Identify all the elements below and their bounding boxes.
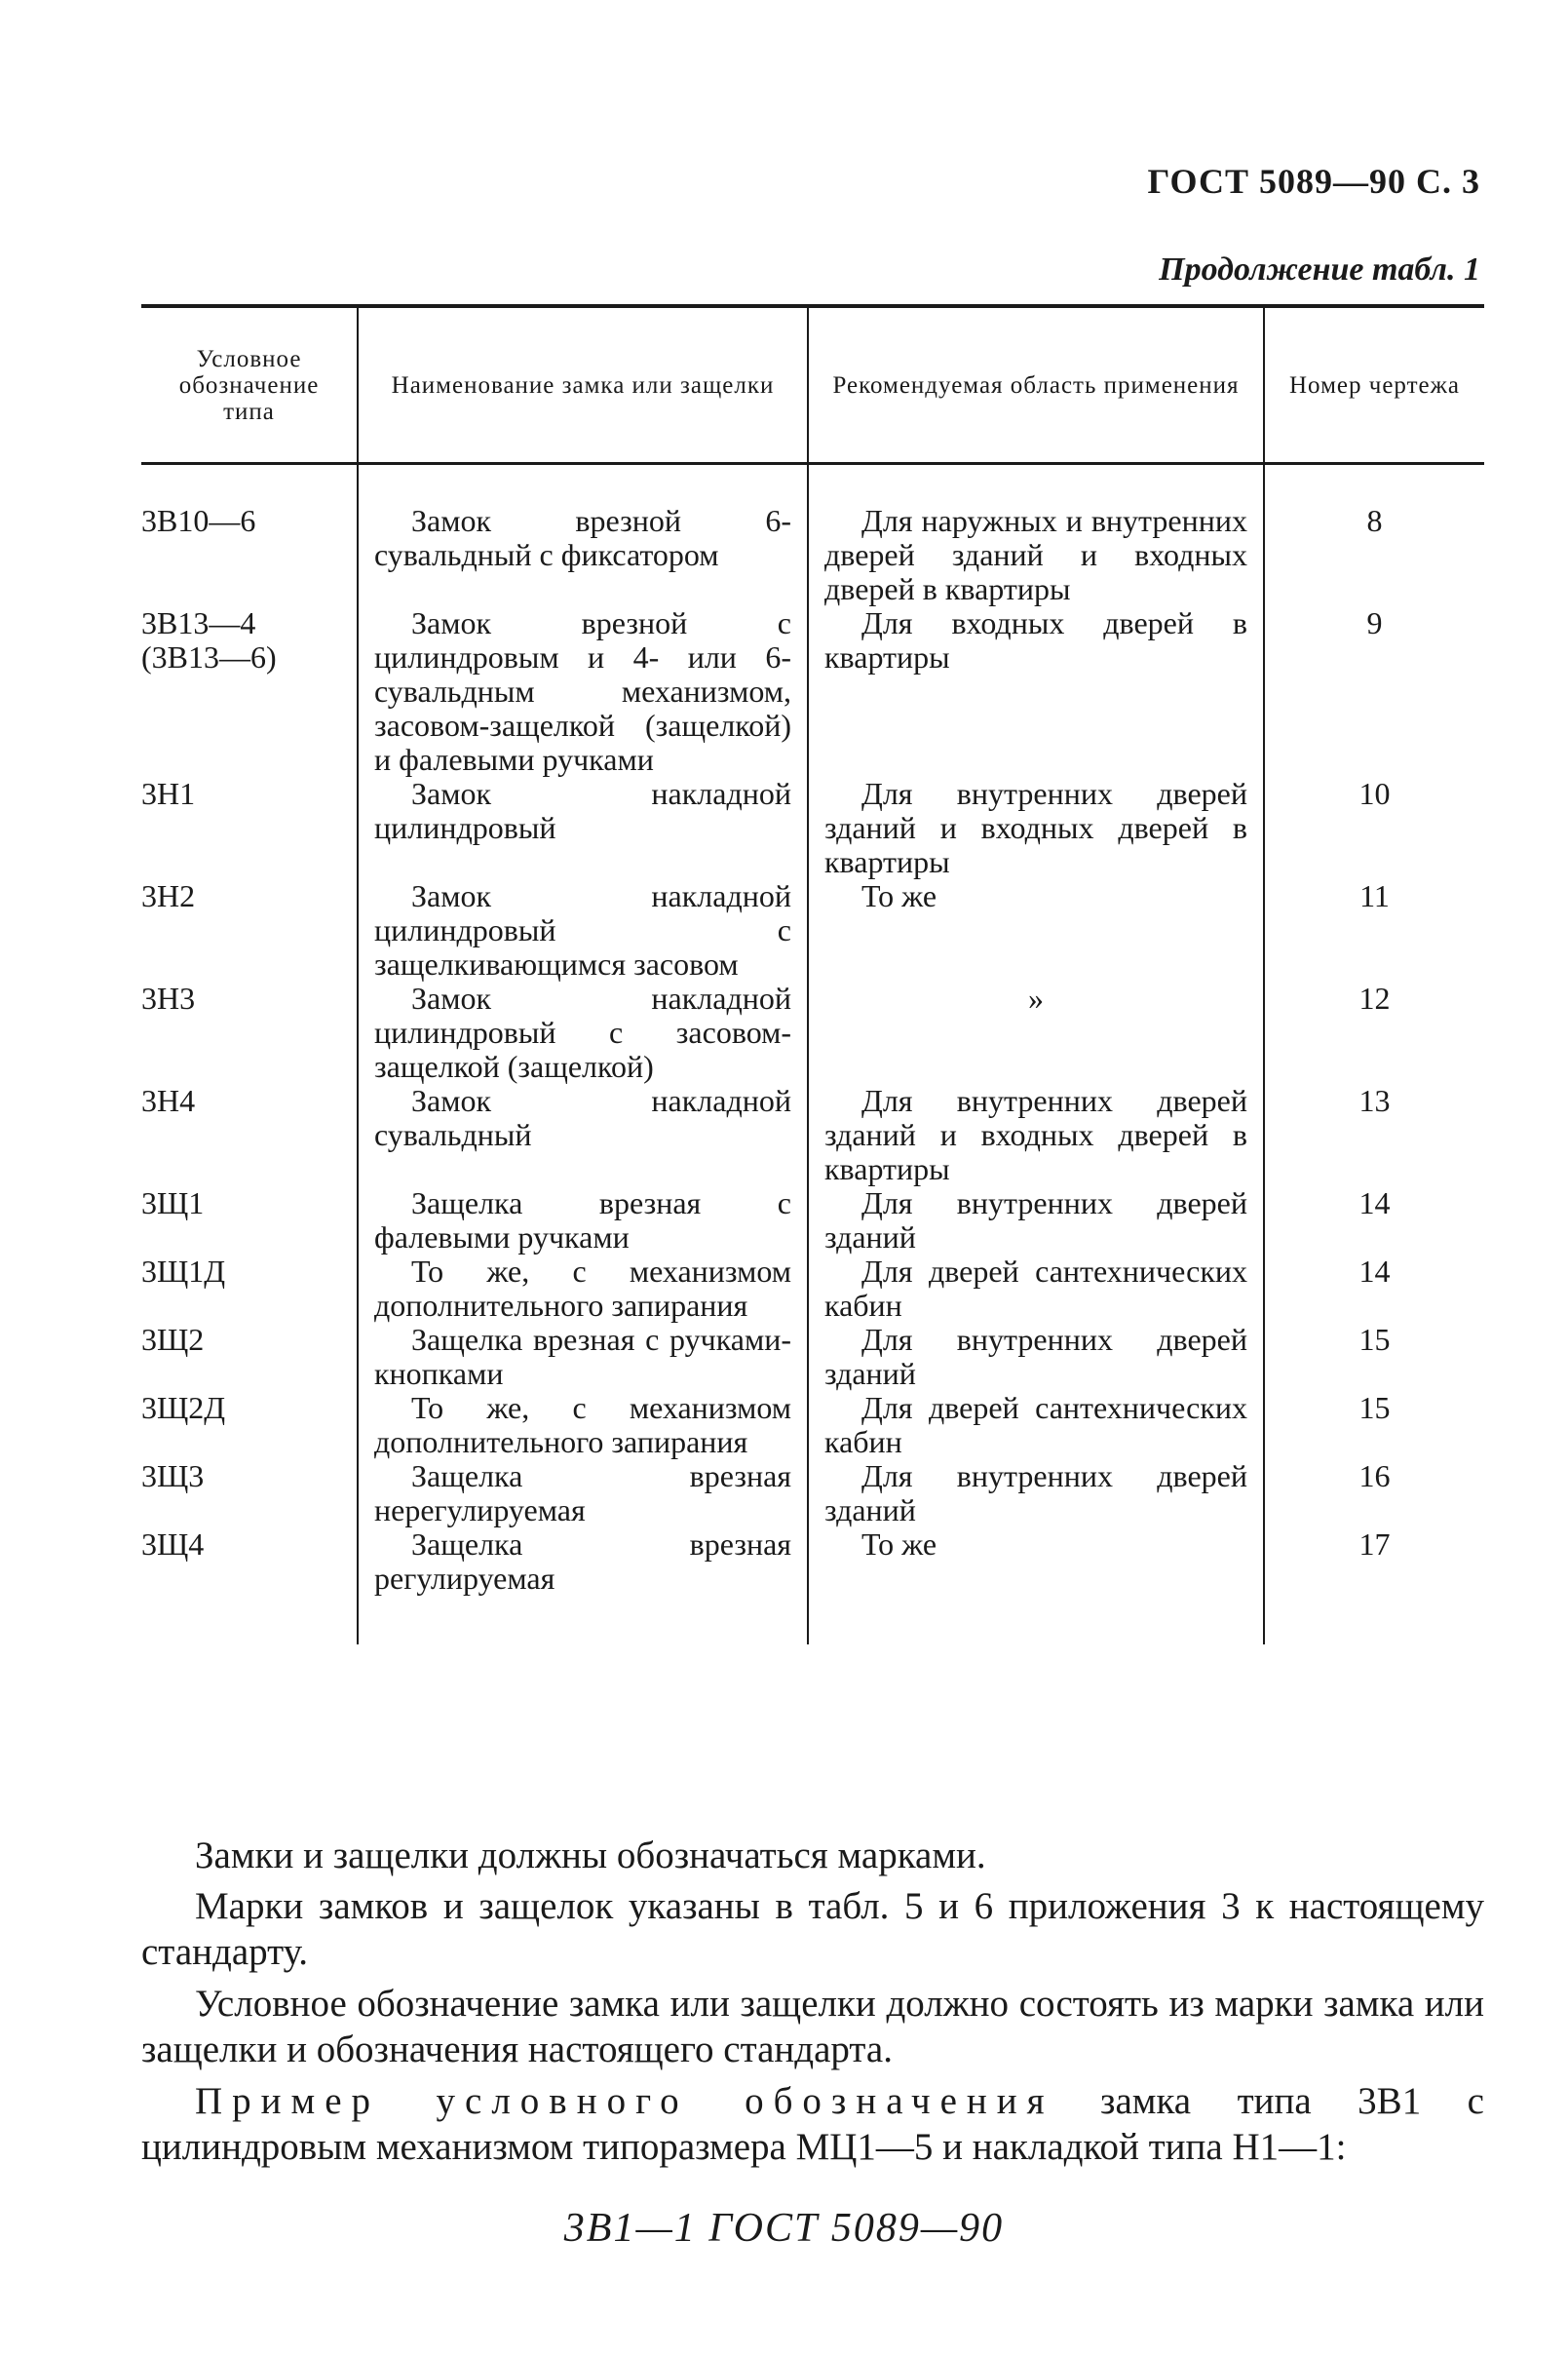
cell-name: Замок врезной с цилиндровым и 4- или 6-сувальдным механизмом, засовом-защелкой (защелкой) и фалевыми ручками [358,606,808,777]
cell-type: 3Щ4 [141,1526,205,1562]
cell-name: Защелка врезная регулируемая [358,1527,808,1644]
cell-type: 3В13—4 (3В13—6) [141,605,277,675]
example-lead: Пример условного обозначения [195,2080,1054,2122]
table-row [141,1186,1484,1255]
cell-area: Для внутренних дверей зданий и входных дверей в квартиры [808,777,1264,879]
paragraph-designation: Условное обозначение замка или защелки должно состоять из марки замка или защелки и обозначения настоящего стандарта. [141,1983,1484,2070]
table-row [141,1459,1484,1527]
cell-name: Защелка врезная с ручками-кнопками [358,1323,808,1391]
cell-name: Замок накладной цилиндровый [358,777,808,879]
cell-drawing: 14 [1264,1186,1484,1255]
cell-type: 3Н4 [141,1083,196,1118]
cell-type: 3Н3 [141,981,196,1016]
column-header-type: Условное обозначение типа [141,306,358,464]
cell-area: Для наружных и внутренних дверей зданий и входных дверей в квартиры [808,464,1264,607]
cell-drawing: 16 [1264,1459,1484,1527]
table-row [141,464,1484,607]
cell-name: Защелка врезная нерегулируемая [358,1459,808,1527]
cell-drawing: 9 [1264,606,1484,777]
cell-type: 3В10—6 [141,503,256,538]
cell-area: Для входных дверей в квартиры [808,606,1264,777]
cell-drawing: 12 [1264,982,1484,1084]
cell-name: Защелка врезная с фалевыми ручками [358,1186,808,1255]
cell-drawing: 17 [1264,1527,1484,1644]
cell-type: 3Щ1 [141,1185,205,1220]
cell-type: 3Щ1Д [141,1254,226,1289]
cell-drawing: 13 [1264,1084,1484,1186]
table-caption: Продолжение табл. 1 [1159,251,1480,288]
example-formula: 3В1—1 ГОСТ 5089—90 [563,2206,1005,2251]
cell-type: 3Щ2Д [141,1390,226,1425]
cell-area: То же [808,879,1264,982]
cell-name: То же, с механизмом дополнительного запирания [358,1255,808,1323]
cell-name: Замок накладной сувальдный [358,1084,808,1186]
table-header-row [141,306,1484,464]
paragraph-example [141,2078,1484,2170]
page-header: ГОСТ 5089—90 С. 3 [1147,162,1480,201]
cell-area: То же [808,1527,1264,1644]
locks-table [141,304,1484,1644]
cell-type: 3Щ2 [141,1322,205,1357]
table-row [141,777,1484,879]
cell-area: Для дверей сантехнических кабин [808,1255,1264,1323]
table-row [141,1391,1484,1459]
table-row [141,982,1484,1084]
table-row [141,879,1484,982]
cell-type: 3Щ3 [141,1458,205,1493]
column-header-name: Наименование замка или защелки [358,306,808,464]
paragraph-brands: Марки замков и защелок указаны в табл. 5 и 6 приложения 3 к настоящему стандарту. [141,1885,1484,1973]
cell-name: Замок врезной 6-сувальдный с фиксатором [358,464,808,607]
cell-area: Для внутренних дверей зданий [808,1186,1264,1255]
cell-drawing: 15 [1264,1391,1484,1459]
cell-drawing: 14 [1264,1255,1484,1323]
column-header-area: Рекомендуемая область применения [808,306,1264,464]
cell-area: Для внутренних дверей зданий [808,1323,1264,1391]
cell-drawing: 8 [1264,464,1484,607]
example-text: замка типа 3В1 с цилиндровым механизмом типоразмера МЦ1—5 и накладкой типа Н1—1: [141,2080,1484,2168]
table-row [141,1323,1484,1391]
cell-drawing: 15 [1264,1323,1484,1391]
cell-name: Замок накладной цилиндровый с защелкивающимся засовом [358,879,808,982]
cell-type: 3Н1 [141,776,196,811]
cell-area: » [808,982,1264,1084]
cell-area: Для внутренних дверей зданий и входных дверей в квартиры [808,1084,1264,1186]
column-header-drawing: Номер чертежа [1264,306,1484,464]
paragraph-marking: Замки и защелки должны обозначаться марками. [195,1835,986,1876]
table-row [141,1527,1484,1644]
cell-name: Замок накладной цилиндровый с засовом-защелкой (защелкой) [358,982,808,1084]
cell-area: Для внутренних дверей зданий [808,1459,1264,1527]
cell-drawing: 10 [1264,777,1484,879]
cell-name: То же, с механизмом дополнительного запирания [358,1391,808,1459]
table-row [141,1084,1484,1186]
cell-area: Для дверей сантехнических кабин [808,1391,1264,1459]
table-row [141,606,1484,777]
table-row [141,1255,1484,1323]
cell-drawing: 11 [1264,879,1484,982]
cell-type: 3Н2 [141,878,196,913]
